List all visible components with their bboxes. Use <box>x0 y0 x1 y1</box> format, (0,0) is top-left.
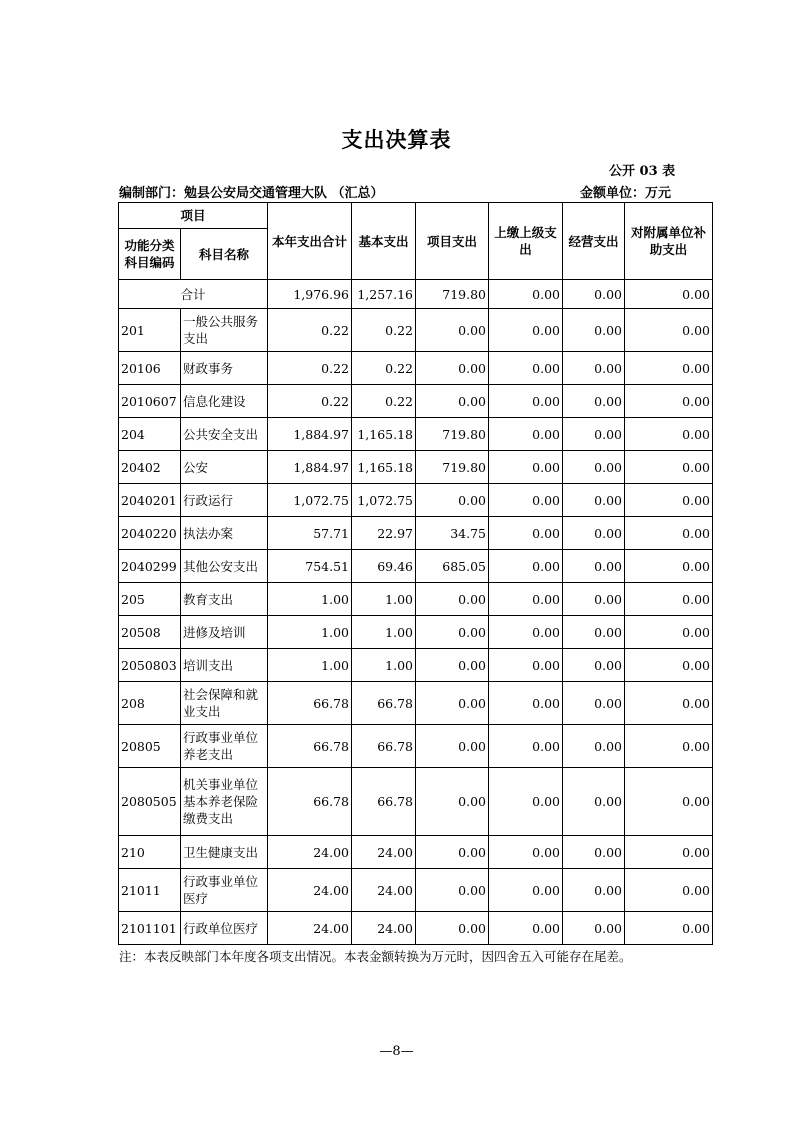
basic-cell: 1.00 <box>352 616 416 649</box>
total-cell: 66.78 <box>268 682 352 725</box>
total-cell: 1,072.75 <box>268 484 352 517</box>
name-cell: 信息化建设 <box>181 385 268 418</box>
upper-cell: 0.00 <box>489 725 563 768</box>
subsidiary-cell: 0.00 <box>625 616 713 649</box>
upper-cell: 0.00 <box>489 649 563 682</box>
table-row <box>119 616 713 649</box>
subsidiary-cell: 0.00 <box>625 725 713 768</box>
header-basic: 基本支出 <box>352 203 416 280</box>
project-cell: 719.80 <box>416 418 489 451</box>
basic-cell: 0.22 <box>352 309 416 352</box>
upper-cell: 0.00 <box>489 418 563 451</box>
business-cell: 0.00 <box>563 649 625 682</box>
form-number: 公开 03 表 <box>609 164 676 179</box>
project-cell: 0.00 <box>416 768 489 836</box>
basic-cell: 69.46 <box>352 550 416 583</box>
department-label: 编制部门：勉县公安局交通管理大队 （汇总） <box>119 186 384 201</box>
header-upper: 上缴上级支出 <box>489 203 563 280</box>
subsidiary-cell: 0.00 <box>625 836 713 869</box>
name-cell: 行政事业单位养老支出 <box>181 725 268 768</box>
footnote: 注：本表反映部门本年度各项支出情况。本表金额转换为万元时，因四舍五入可能存在尾差。 <box>119 949 632 964</box>
table-row <box>119 385 713 418</box>
total-cell: 1,976.96 <box>268 280 352 309</box>
header-item: 项目 <box>119 203 268 229</box>
code-cell: 21011 <box>119 869 181 912</box>
name-cell: 社会保障和就业支出 <box>181 682 268 725</box>
table-row <box>119 682 713 725</box>
header-business: 经营支出 <box>563 203 625 280</box>
total-cell: 754.51 <box>268 550 352 583</box>
basic-cell: 66.78 <box>352 768 416 836</box>
basic-cell: 1,165.18 <box>352 451 416 484</box>
table-row <box>119 309 713 352</box>
code-cell: 201 <box>119 309 181 352</box>
code-cell: 2040220 <box>119 517 181 550</box>
upper-cell: 0.00 <box>489 616 563 649</box>
project-cell: 0.00 <box>416 649 489 682</box>
table-row <box>119 484 713 517</box>
project-cell: 0.00 <box>416 616 489 649</box>
upper-cell: 0.00 <box>489 451 563 484</box>
basic-cell: 66.78 <box>352 682 416 725</box>
basic-cell: 0.22 <box>352 385 416 418</box>
upper-cell: 0.00 <box>489 309 563 352</box>
subsidiary-cell: 0.00 <box>625 352 713 385</box>
name-cell: 公共安全支出 <box>181 418 268 451</box>
name-cell: 进修及培训 <box>181 616 268 649</box>
total-cell: 1.00 <box>268 616 352 649</box>
business-cell: 0.00 <box>563 583 625 616</box>
code-cell: 2080505 <box>119 768 181 836</box>
name-cell: 教育支出 <box>181 583 268 616</box>
subsidiary-cell: 0.00 <box>625 768 713 836</box>
total-cell: 0.22 <box>268 385 352 418</box>
business-cell: 0.00 <box>563 550 625 583</box>
business-cell: 0.00 <box>563 616 625 649</box>
upper-cell: 0.00 <box>489 484 563 517</box>
project-cell: 719.80 <box>416 280 489 309</box>
code-cell: 2050803 <box>119 649 181 682</box>
name-cell: 公安 <box>181 451 268 484</box>
subsidiary-cell: 0.00 <box>625 309 713 352</box>
total-row <box>119 280 713 309</box>
subsidiary-cell: 0.00 <box>625 649 713 682</box>
project-cell: 0.00 <box>416 725 489 768</box>
subsidiary-cell: 0.00 <box>625 418 713 451</box>
subsidiary-cell: 0.00 <box>625 912 713 945</box>
header-subsidiary: 对附属单位补助支出 <box>625 203 713 280</box>
basic-cell: 22.97 <box>352 517 416 550</box>
code-cell: 208 <box>119 682 181 725</box>
table-row <box>119 768 713 836</box>
basic-cell: 1.00 <box>352 583 416 616</box>
code-cell: 20805 <box>119 725 181 768</box>
business-cell: 0.00 <box>563 869 625 912</box>
page-title: 支出决算表 <box>341 127 452 152</box>
total-cell: 24.00 <box>268 869 352 912</box>
subsidiary-cell: 0.00 <box>625 280 713 309</box>
name-cell: 执法办案 <box>181 517 268 550</box>
name-cell: 培训支出 <box>181 649 268 682</box>
name-cell: 财政事务 <box>181 352 268 385</box>
upper-cell: 0.00 <box>489 517 563 550</box>
upper-cell: 0.00 <box>489 912 563 945</box>
basic-cell: 1,257.16 <box>352 280 416 309</box>
code-cell: 20508 <box>119 616 181 649</box>
project-cell: 0.00 <box>416 385 489 418</box>
table-row <box>119 725 713 768</box>
project-cell: 719.80 <box>416 451 489 484</box>
basic-cell: 24.00 <box>352 912 416 945</box>
amount-unit: 金额单位：万元 <box>580 186 672 201</box>
project-cell: 0.00 <box>416 912 489 945</box>
business-cell: 0.00 <box>563 768 625 836</box>
basic-cell: 1,072.75 <box>352 484 416 517</box>
name-cell: 其他公安支出 <box>181 550 268 583</box>
name-cell: 一般公共服务支出 <box>181 309 268 352</box>
project-cell: 0.00 <box>416 836 489 869</box>
table-row <box>119 649 713 682</box>
business-cell: 0.00 <box>563 682 625 725</box>
code-cell: 204 <box>119 418 181 451</box>
table-row <box>119 550 713 583</box>
code-cell: 20106 <box>119 352 181 385</box>
total-cell: 1,884.97 <box>268 451 352 484</box>
header-name: 科目名称 <box>181 229 268 280</box>
upper-cell: 0.00 <box>489 352 563 385</box>
total-cell: 24.00 <box>268 912 352 945</box>
business-cell: 0.00 <box>563 352 625 385</box>
code-cell: 20402 <box>119 451 181 484</box>
subsidiary-cell: 0.00 <box>625 583 713 616</box>
subsidiary-cell: 0.00 <box>625 451 713 484</box>
upper-cell: 0.00 <box>489 836 563 869</box>
table-row <box>119 418 713 451</box>
subsidiary-cell: 0.00 <box>625 517 713 550</box>
basic-cell: 1.00 <box>352 649 416 682</box>
business-cell: 0.00 <box>563 484 625 517</box>
business-cell: 0.00 <box>563 418 625 451</box>
total-cell: 66.78 <box>268 768 352 836</box>
total-cell: 0.22 <box>268 352 352 385</box>
subsidiary-cell: 0.00 <box>625 550 713 583</box>
subsidiary-cell: 0.00 <box>625 682 713 725</box>
total-cell: 1.00 <box>268 649 352 682</box>
table-row <box>119 869 713 912</box>
business-cell: 0.00 <box>563 309 625 352</box>
project-cell: 0.00 <box>416 309 489 352</box>
project-cell: 0.00 <box>416 869 489 912</box>
total-label: 合计 <box>119 280 268 309</box>
name-cell: 卫生健康支出 <box>181 836 268 869</box>
header-project: 项目支出 <box>416 203 489 280</box>
business-cell: 0.00 <box>563 725 625 768</box>
basic-cell: 24.00 <box>352 869 416 912</box>
table-row <box>119 912 713 945</box>
code-cell: 210 <box>119 836 181 869</box>
table-row <box>119 836 713 869</box>
subsidiary-cell: 0.00 <box>625 385 713 418</box>
total-cell: 57.71 <box>268 517 352 550</box>
code-cell: 205 <box>119 583 181 616</box>
project-cell: 0.00 <box>416 484 489 517</box>
table-row <box>119 583 713 616</box>
expenditure-table <box>118 202 713 945</box>
project-cell: 685.05 <box>416 550 489 583</box>
code-cell: 2040201 <box>119 484 181 517</box>
upper-cell: 0.00 <box>489 385 563 418</box>
name-cell: 行政运行 <box>181 484 268 517</box>
total-cell: 24.00 <box>268 836 352 869</box>
business-cell: 0.00 <box>563 280 625 309</box>
code-cell: 2010607 <box>119 385 181 418</box>
total-cell: 66.78 <box>268 725 352 768</box>
project-cell: 0.00 <box>416 682 489 725</box>
business-cell: 0.00 <box>563 912 625 945</box>
total-cell: 1,884.97 <box>268 418 352 451</box>
total-cell: 1.00 <box>268 583 352 616</box>
upper-cell: 0.00 <box>489 768 563 836</box>
basic-cell: 24.00 <box>352 836 416 869</box>
business-cell: 0.00 <box>563 385 625 418</box>
code-cell: 2040299 <box>119 550 181 583</box>
basic-cell: 66.78 <box>352 725 416 768</box>
project-cell: 34.75 <box>416 517 489 550</box>
table-row <box>119 451 713 484</box>
name-cell: 行政单位医疗 <box>181 912 268 945</box>
header-code: 功能分类科目编码 <box>119 229 181 280</box>
basic-cell: 1,165.18 <box>352 418 416 451</box>
business-cell: 0.00 <box>563 451 625 484</box>
business-cell: 0.00 <box>563 517 625 550</box>
name-cell: 机关事业单位基本养老保险缴费支出 <box>181 768 268 836</box>
table-row <box>119 517 713 550</box>
upper-cell: 0.00 <box>489 583 563 616</box>
total-cell: 0.22 <box>268 309 352 352</box>
upper-cell: 0.00 <box>489 280 563 309</box>
upper-cell: 0.00 <box>489 682 563 725</box>
table-row <box>119 352 713 385</box>
project-cell: 0.00 <box>416 352 489 385</box>
basic-cell: 0.22 <box>352 352 416 385</box>
project-cell: 0.00 <box>416 583 489 616</box>
page-number: —8— <box>379 1044 414 1059</box>
code-cell: 2101101 <box>119 912 181 945</box>
business-cell: 0.00 <box>563 836 625 869</box>
header-total: 本年支出合计 <box>268 203 352 280</box>
upper-cell: 0.00 <box>489 869 563 912</box>
subsidiary-cell: 0.00 <box>625 869 713 912</box>
name-cell: 行政事业单位医疗 <box>181 869 268 912</box>
upper-cell: 0.00 <box>489 550 563 583</box>
subsidiary-cell: 0.00 <box>625 484 713 517</box>
